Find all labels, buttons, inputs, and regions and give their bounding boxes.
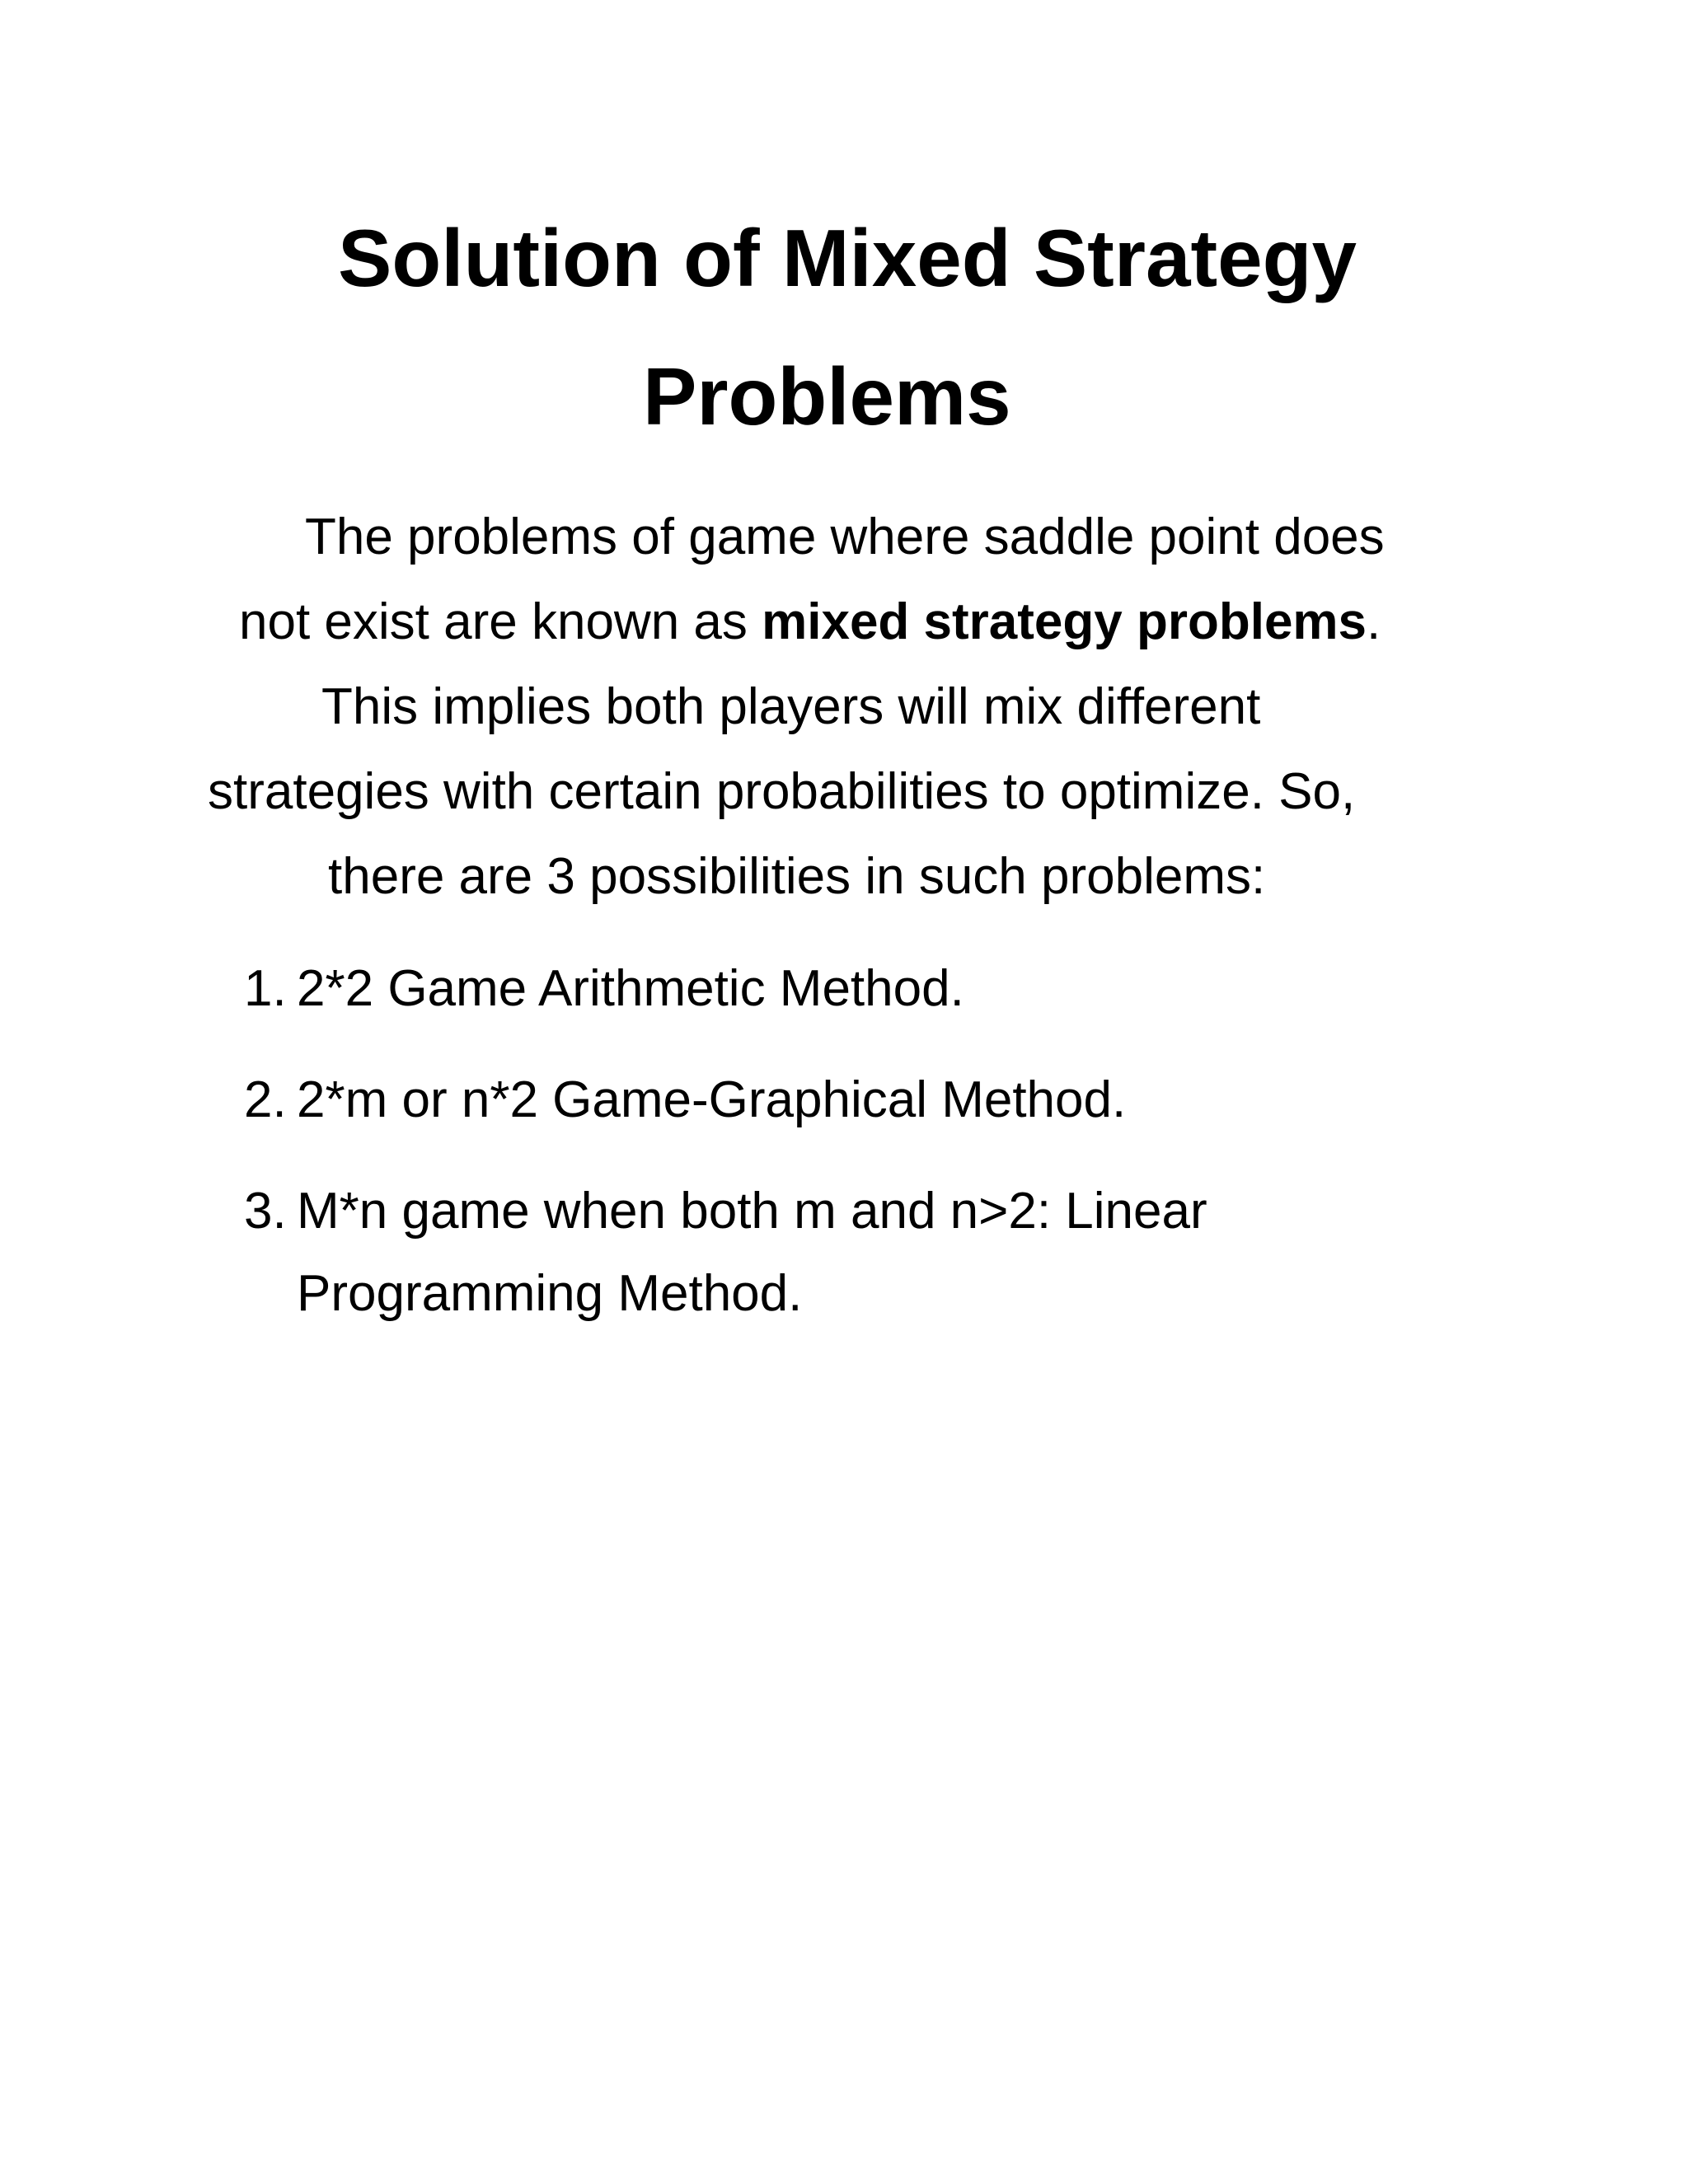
list-item-text: 2*2 Game Arithmetic Method.: [297, 960, 964, 1017]
bold-term: mixed strategy problems: [762, 593, 1367, 650]
paragraph-line-2-post: .: [1367, 593, 1381, 650]
list-item-number: 2.: [244, 1071, 287, 1128]
paragraph-line-3: This implies both players will mix different: [321, 678, 1261, 735]
paragraph-line-2: [0, 589, 1688, 655]
page-title-line-1: Solution of Mixed Strategy: [338, 213, 1357, 303]
list-item-number: 1.: [244, 960, 287, 1017]
list-item-text: M*n game when both m and n>2: Linear Programming Method.: [297, 1183, 1207, 1322]
page-title-line-2: Problems: [643, 351, 1011, 442]
paragraph-line-4: strategies with certain probabilities to optimize. So,: [208, 763, 1356, 820]
list-item-text: 2*m or n*2 Game-Graphical Method.: [297, 1071, 1127, 1128]
paragraph-line-1: The problems of game where saddle point does: [305, 509, 1385, 565]
list-item-number: 3.: [244, 1183, 287, 1240]
paragraph-line-2-pre: not exist are known as: [239, 593, 762, 650]
paragraph-line-5: there are 3 possibilities in such problems:: [328, 848, 1266, 905]
